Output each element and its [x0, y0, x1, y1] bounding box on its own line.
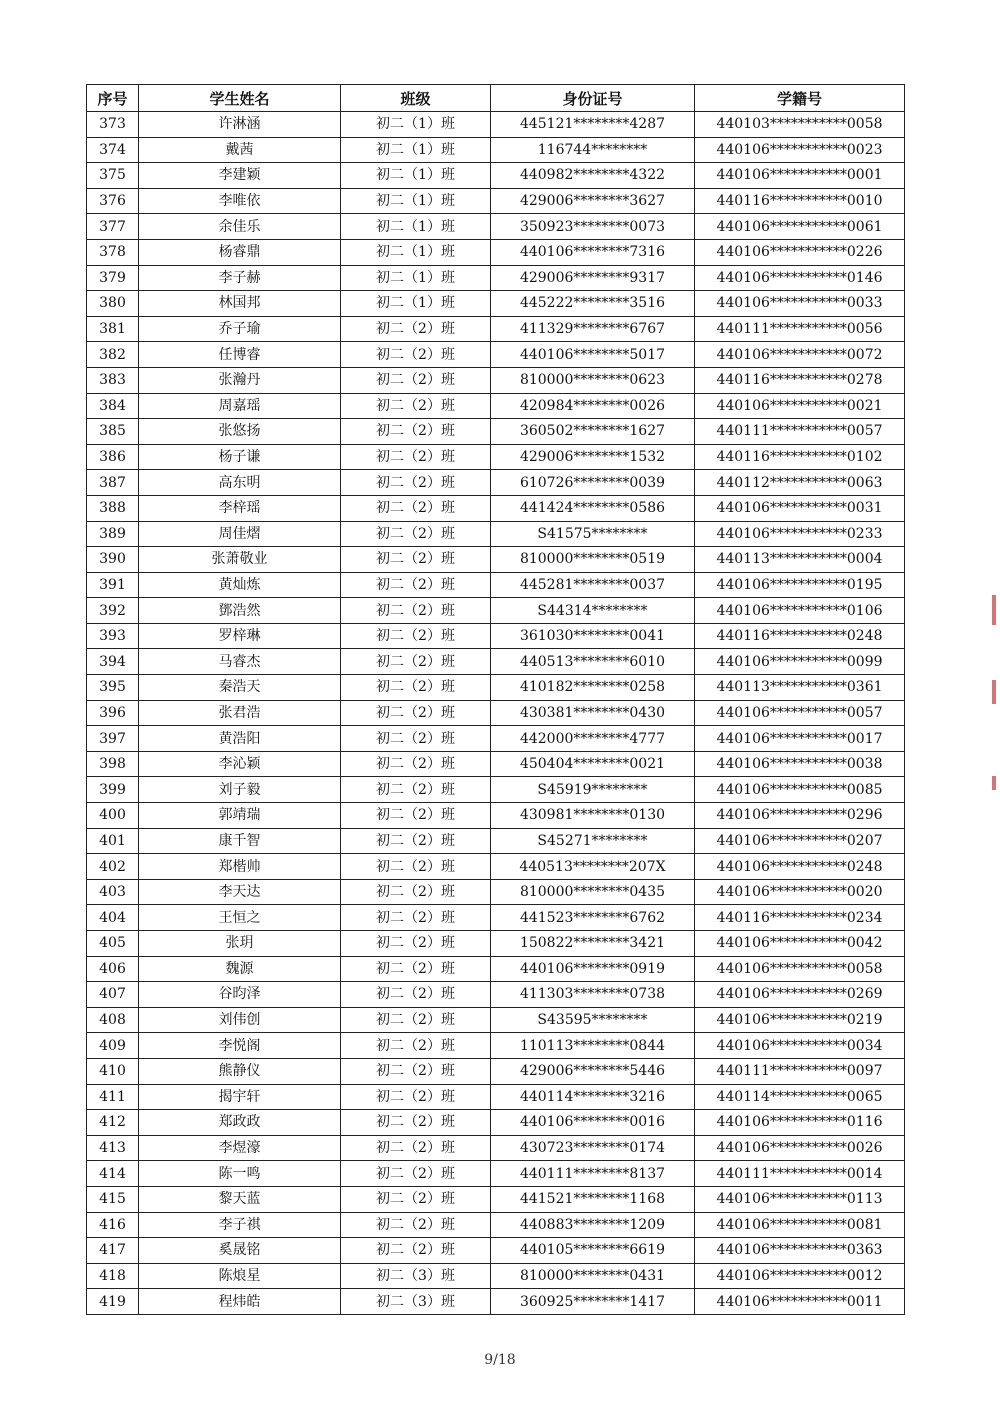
cell-id-number: 445281********0037 — [491, 572, 695, 598]
cell-id-number: 440105********6619 — [491, 1238, 695, 1264]
cell-id-number: 430981********0130 — [491, 803, 695, 829]
cell-registration-number: 440114***********0065 — [695, 1084, 905, 1110]
cell-class: 初二（2）班 — [341, 572, 491, 598]
table-row — [87, 137, 905, 163]
cell-registration-number: 440106***********0226 — [695, 239, 905, 265]
cell-serial-number: 411 — [87, 1084, 139, 1110]
cell-class: 初二（3）班 — [341, 1263, 491, 1289]
cell-registration-number: 440106***********0195 — [695, 572, 905, 598]
table-row — [87, 777, 905, 803]
cell-registration-number: 440106***********0207 — [695, 828, 905, 854]
cell-id-number: 116744******** — [491, 137, 695, 163]
cell-student-name: 李唯依 — [139, 188, 341, 214]
cell-serial-number: 397 — [87, 726, 139, 752]
cell-registration-number: 440106***********0034 — [695, 1033, 905, 1059]
cell-class: 初二（2）班 — [341, 1212, 491, 1238]
student-roster-table — [86, 84, 905, 1315]
table-row — [87, 1186, 905, 1212]
cell-registration-number: 440111***********0014 — [695, 1161, 905, 1187]
table-row — [87, 547, 905, 573]
header-serial-number: 序号 — [87, 85, 139, 112]
table-row — [87, 1033, 905, 1059]
cell-student-name: 李煜濠 — [139, 1135, 341, 1161]
table-row — [87, 572, 905, 598]
table-row — [87, 393, 905, 419]
header-id-number: 身份证号 — [491, 85, 695, 112]
cell-student-name: 黎天蓝 — [139, 1186, 341, 1212]
cell-student-name: 熊静仪 — [139, 1058, 341, 1084]
cell-id-number: 440513********207X — [491, 854, 695, 880]
cell-serial-number: 377 — [87, 214, 139, 240]
cell-class: 初二（2）班 — [341, 777, 491, 803]
cell-class: 初二（2）班 — [341, 342, 491, 368]
cell-student-name: 郑政政 — [139, 1110, 341, 1136]
cell-class: 初二（1）班 — [341, 214, 491, 240]
cell-serial-number: 407 — [87, 982, 139, 1008]
cell-id-number: 441523********6762 — [491, 905, 695, 931]
cell-serial-number: 389 — [87, 521, 139, 547]
table-row — [87, 905, 905, 931]
table-body — [87, 112, 905, 1315]
table-row — [87, 803, 905, 829]
cell-class: 初二（1）班 — [341, 188, 491, 214]
table-row — [87, 495, 905, 521]
table-row — [87, 521, 905, 547]
table-row — [87, 214, 905, 240]
header-class: 班级 — [341, 85, 491, 112]
table-row — [87, 419, 905, 445]
table-row — [87, 444, 905, 470]
cell-student-name: 许淋涵 — [139, 112, 341, 138]
cell-student-name: 李子祺 — [139, 1212, 341, 1238]
cell-registration-number: 440106***********0085 — [695, 777, 905, 803]
cell-registration-number: 440106***********0248 — [695, 854, 905, 880]
cell-student-name: 张萧敬业 — [139, 547, 341, 573]
cell-student-name: 张悠扬 — [139, 419, 341, 445]
cell-class: 初二（2）班 — [341, 956, 491, 982]
cell-student-name: 李悦阁 — [139, 1033, 341, 1059]
cell-id-number: 429006********3627 — [491, 188, 695, 214]
cell-registration-number: 440106***********0081 — [695, 1212, 905, 1238]
cell-student-name: 黄灿炼 — [139, 572, 341, 598]
cell-serial-number: 412 — [87, 1110, 139, 1136]
table-row — [87, 751, 905, 777]
cell-class: 初二（2）班 — [341, 1186, 491, 1212]
cell-id-number: 411303********0738 — [491, 982, 695, 1008]
table-row — [87, 982, 905, 1008]
cell-id-number: 810000********0431 — [491, 1263, 695, 1289]
cell-id-number: 440111********8137 — [491, 1161, 695, 1187]
cell-serial-number: 398 — [87, 751, 139, 777]
cell-class: 初二（2）班 — [341, 649, 491, 675]
cell-registration-number: 440106***********0021 — [695, 393, 905, 419]
cell-student-name: 李沁颖 — [139, 751, 341, 777]
cell-registration-number: 440113***********0004 — [695, 547, 905, 573]
cell-serial-number: 417 — [87, 1238, 139, 1264]
cell-serial-number: 394 — [87, 649, 139, 675]
cell-serial-number: 402 — [87, 854, 139, 880]
cell-student-name: 李天达 — [139, 879, 341, 905]
cell-serial-number: 405 — [87, 931, 139, 957]
cell-id-number: 360925********1417 — [491, 1289, 695, 1315]
cell-registration-number: 440106***********0042 — [695, 931, 905, 957]
cell-student-name: 乔子瑜 — [139, 316, 341, 342]
cell-student-name: 高东明 — [139, 470, 341, 496]
cell-student-name: 张瀚丹 — [139, 367, 341, 393]
cell-id-number: 440106********5017 — [491, 342, 695, 368]
table-row — [87, 1161, 905, 1187]
cell-id-number: 610726********0039 — [491, 470, 695, 496]
cell-student-name: 程炜皓 — [139, 1289, 341, 1315]
cell-class: 初二（2）班 — [341, 1007, 491, 1033]
cell-student-name: 李子赫 — [139, 265, 341, 291]
cell-serial-number: 403 — [87, 879, 139, 905]
table-row — [87, 470, 905, 496]
cell-registration-number: 440106***********0219 — [695, 1007, 905, 1033]
table-row — [87, 291, 905, 317]
cell-id-number: 430381********0430 — [491, 700, 695, 726]
cell-registration-number: 440106***********0116 — [695, 1110, 905, 1136]
cell-class: 初二（2）班 — [341, 726, 491, 752]
table-row — [87, 1263, 905, 1289]
cell-registration-number: 440106***********0099 — [695, 649, 905, 675]
cell-student-name: 张君浩 — [139, 700, 341, 726]
cell-serial-number: 393 — [87, 623, 139, 649]
cell-class: 初二（2）班 — [341, 1135, 491, 1161]
cell-registration-number: 440106***********0146 — [695, 265, 905, 291]
cell-id-number: 429006********5446 — [491, 1058, 695, 1084]
table-row — [87, 828, 905, 854]
cell-registration-number: 440106***********0363 — [695, 1238, 905, 1264]
cell-registration-number: 440106***********0061 — [695, 214, 905, 240]
cell-registration-number: 440103***********0058 — [695, 112, 905, 138]
cell-id-number: 445121********4287 — [491, 112, 695, 138]
cell-id-number: S41575******** — [491, 521, 695, 547]
cell-serial-number: 373 — [87, 112, 139, 138]
cell-class: 初二（2）班 — [341, 700, 491, 726]
cell-serial-number: 378 — [87, 239, 139, 265]
cell-class: 初二（2）班 — [341, 1161, 491, 1187]
cell-id-number: 411329********6767 — [491, 316, 695, 342]
cell-class: 初二（2）班 — [341, 521, 491, 547]
cell-id-number: 441521********1168 — [491, 1186, 695, 1212]
cell-class: 初二（1）班 — [341, 291, 491, 317]
cell-serial-number: 376 — [87, 188, 139, 214]
cell-id-number: 445222********3516 — [491, 291, 695, 317]
cell-serial-number: 401 — [87, 828, 139, 854]
cell-serial-number: 374 — [87, 137, 139, 163]
cell-registration-number: 440116***********0278 — [695, 367, 905, 393]
cell-registration-number: 440106***********0113 — [695, 1186, 905, 1212]
cell-student-name: 陈一鸣 — [139, 1161, 341, 1187]
table-row — [87, 956, 905, 982]
table-row — [87, 316, 905, 342]
table-row — [87, 342, 905, 368]
cell-registration-number: 440116***********0248 — [695, 623, 905, 649]
cell-registration-number: 440111***********0097 — [695, 1058, 905, 1084]
cell-registration-number: 440106***********0033 — [695, 291, 905, 317]
cell-serial-number: 418 — [87, 1263, 139, 1289]
cell-serial-number: 390 — [87, 547, 139, 573]
table-row — [87, 1110, 905, 1136]
table-row — [87, 675, 905, 701]
table-row — [87, 649, 905, 675]
cell-student-name: 王恒之 — [139, 905, 341, 931]
cell-student-name: 鄧浩然 — [139, 598, 341, 624]
header-registration-number: 学籍号 — [695, 85, 905, 112]
cell-registration-number: 440106***********0072 — [695, 342, 905, 368]
cell-id-number: 430723********0174 — [491, 1135, 695, 1161]
cell-serial-number: 408 — [87, 1007, 139, 1033]
cell-id-number: S45271******** — [491, 828, 695, 854]
cell-class: 初二（2）班 — [341, 879, 491, 905]
cell-registration-number: 440106***********0023 — [695, 137, 905, 163]
cell-serial-number: 404 — [87, 905, 139, 931]
cell-student-name: 杨子谦 — [139, 444, 341, 470]
cell-id-number: 441424********0586 — [491, 495, 695, 521]
table-row — [87, 367, 905, 393]
cell-id-number: 440106********0919 — [491, 956, 695, 982]
cell-id-number: 440883********1209 — [491, 1212, 695, 1238]
cell-student-name: 陈烺星 — [139, 1263, 341, 1289]
cell-id-number: 361030********0041 — [491, 623, 695, 649]
cell-student-name: 李梓瑶 — [139, 495, 341, 521]
edge-stamp-mark — [992, 776, 996, 790]
cell-serial-number: 383 — [87, 367, 139, 393]
table-row — [87, 163, 905, 189]
cell-class: 初二（2）班 — [341, 316, 491, 342]
cell-student-name: 周嘉瑶 — [139, 393, 341, 419]
cell-registration-number: 440106***********0001 — [695, 163, 905, 189]
table-row — [87, 1212, 905, 1238]
cell-serial-number: 395 — [87, 675, 139, 701]
cell-class: 初二（2）班 — [341, 905, 491, 931]
cell-id-number: 360502********1627 — [491, 419, 695, 445]
cell-student-name: 郭靖瑞 — [139, 803, 341, 829]
cell-serial-number: 386 — [87, 444, 139, 470]
cell-registration-number: 440106***********0269 — [695, 982, 905, 1008]
cell-class: 初二（2）班 — [341, 982, 491, 1008]
cell-serial-number: 379 — [87, 265, 139, 291]
edge-stamp-mark — [992, 595, 996, 625]
table-row — [87, 239, 905, 265]
table-row — [87, 854, 905, 880]
cell-id-number: 810000********0435 — [491, 879, 695, 905]
cell-student-name: 刘伟创 — [139, 1007, 341, 1033]
cell-registration-number: 440116***********0010 — [695, 188, 905, 214]
cell-registration-number: 440106***********0296 — [695, 803, 905, 829]
cell-class: 初二（2）班 — [341, 495, 491, 521]
cell-serial-number: 382 — [87, 342, 139, 368]
cell-student-name: 秦浩天 — [139, 675, 341, 701]
cell-serial-number: 400 — [87, 803, 139, 829]
cell-registration-number: 440106***********0020 — [695, 879, 905, 905]
cell-serial-number: 385 — [87, 419, 139, 445]
table-row — [87, 726, 905, 752]
cell-id-number: S45919******** — [491, 777, 695, 803]
cell-class: 初二（2）班 — [341, 1033, 491, 1059]
page-number: 9/18 — [484, 1352, 516, 1368]
cell-registration-number: 440116***********0234 — [695, 905, 905, 931]
cell-id-number: 429006********9317 — [491, 265, 695, 291]
cell-registration-number: 440106***********0057 — [695, 700, 905, 726]
cell-student-name: 黄浩阳 — [139, 726, 341, 752]
cell-student-name: 康千智 — [139, 828, 341, 854]
cell-class: 初二（1）班 — [341, 112, 491, 138]
cell-student-name: 李建颖 — [139, 163, 341, 189]
table-row — [87, 700, 905, 726]
cell-class: 初二（2）班 — [341, 470, 491, 496]
cell-class: 初二（1）班 — [341, 239, 491, 265]
cell-id-number: 440106********0016 — [491, 1110, 695, 1136]
cell-class: 初二（2）班 — [341, 393, 491, 419]
cell-registration-number: 440112***********0063 — [695, 470, 905, 496]
cell-class: 初二（2）班 — [341, 444, 491, 470]
cell-id-number: 440114********3216 — [491, 1084, 695, 1110]
cell-id-number: 110113********0844 — [491, 1033, 695, 1059]
cell-registration-number: 440113***********0361 — [695, 675, 905, 701]
cell-student-name: 戴茜 — [139, 137, 341, 163]
cell-serial-number: 381 — [87, 316, 139, 342]
cell-student-name: 谷昀泽 — [139, 982, 341, 1008]
table-row — [87, 112, 905, 138]
table-row — [87, 879, 905, 905]
table-row — [87, 265, 905, 291]
cell-class: 初二（1）班 — [341, 265, 491, 291]
cell-serial-number: 414 — [87, 1161, 139, 1187]
cell-class: 初二（2）班 — [341, 931, 491, 957]
cell-class: 初二（2）班 — [341, 675, 491, 701]
cell-id-number: S43595******** — [491, 1007, 695, 1033]
cell-class: 初二（2）班 — [341, 547, 491, 573]
cell-class: 初二（2）班 — [341, 598, 491, 624]
cell-registration-number: 440106***********0031 — [695, 495, 905, 521]
cell-id-number: 440982********4322 — [491, 163, 695, 189]
cell-class: 初二（3）班 — [341, 1289, 491, 1315]
table-row — [87, 1238, 905, 1264]
cell-class: 初二（2）班 — [341, 1110, 491, 1136]
cell-class: 初二（2）班 — [341, 419, 491, 445]
cell-serial-number: 396 — [87, 700, 139, 726]
cell-registration-number: 440106***********0106 — [695, 598, 905, 624]
cell-registration-number: 440106***********0233 — [695, 521, 905, 547]
cell-class: 初二（1）班 — [341, 137, 491, 163]
cell-serial-number: 410 — [87, 1058, 139, 1084]
cell-registration-number: 440106***********0058 — [695, 956, 905, 982]
cell-student-name: 郑楷帅 — [139, 854, 341, 880]
table-row — [87, 1289, 905, 1315]
cell-id-number: 440106********7316 — [491, 239, 695, 265]
cell-serial-number: 392 — [87, 598, 139, 624]
table-row — [87, 1084, 905, 1110]
cell-id-number: 350923********0073 — [491, 214, 695, 240]
cell-student-name: 魏源 — [139, 956, 341, 982]
cell-serial-number: 416 — [87, 1212, 139, 1238]
cell-student-name: 张玥 — [139, 931, 341, 957]
roster-sheet — [86, 84, 904, 1315]
cell-serial-number: 391 — [87, 572, 139, 598]
header-student-name: 学生姓名 — [139, 85, 341, 112]
cell-student-name: 马睿杰 — [139, 649, 341, 675]
cell-id-number: 429006********1532 — [491, 444, 695, 470]
cell-id-number: 410182********0258 — [491, 675, 695, 701]
cell-id-number: 420984********0026 — [491, 393, 695, 419]
cell-id-number: S44314******** — [491, 598, 695, 624]
cell-class: 初二（2）班 — [341, 1238, 491, 1264]
cell-class: 初二（2）班 — [341, 803, 491, 829]
cell-serial-number: 399 — [87, 777, 139, 803]
cell-serial-number: 387 — [87, 470, 139, 496]
cell-registration-number: 440116***********0102 — [695, 444, 905, 470]
cell-student-name: 奚晟铭 — [139, 1238, 341, 1264]
edge-stamp-mark — [992, 680, 996, 704]
table-row — [87, 1058, 905, 1084]
cell-student-name: 刘子毅 — [139, 777, 341, 803]
cell-id-number: 810000********0623 — [491, 367, 695, 393]
cell-serial-number: 388 — [87, 495, 139, 521]
cell-student-name: 杨睿鼎 — [139, 239, 341, 265]
cell-registration-number: 440111***********0057 — [695, 419, 905, 445]
cell-id-number: 810000********0519 — [491, 547, 695, 573]
table-row — [87, 598, 905, 624]
cell-id-number: 150822********3421 — [491, 931, 695, 957]
cell-class: 初二（2）班 — [341, 854, 491, 880]
cell-serial-number: 375 — [87, 163, 139, 189]
cell-registration-number: 440106***********0011 — [695, 1289, 905, 1315]
cell-registration-number: 440106***********0038 — [695, 751, 905, 777]
cell-serial-number: 413 — [87, 1135, 139, 1161]
cell-student-name: 揭宇轩 — [139, 1084, 341, 1110]
cell-class: 初二（2）班 — [341, 1058, 491, 1084]
cell-serial-number: 419 — [87, 1289, 139, 1315]
table-row — [87, 623, 905, 649]
cell-class: 初二（2）班 — [341, 751, 491, 777]
cell-id-number: 450404********0021 — [491, 751, 695, 777]
cell-class: 初二（1）班 — [341, 163, 491, 189]
cell-serial-number: 384 — [87, 393, 139, 419]
cell-serial-number: 380 — [87, 291, 139, 317]
table-row — [87, 931, 905, 957]
cell-student-name: 罗梓琳 — [139, 623, 341, 649]
cell-class: 初二（2）班 — [341, 623, 491, 649]
cell-id-number: 442000********4777 — [491, 726, 695, 752]
cell-registration-number: 440111***********0056 — [695, 316, 905, 342]
cell-student-name: 周佳熠 — [139, 521, 341, 547]
cell-serial-number: 409 — [87, 1033, 139, 1059]
table-header-row — [87, 85, 905, 112]
table-row — [87, 1135, 905, 1161]
cell-id-number: 440513********6010 — [491, 649, 695, 675]
cell-student-name: 任博睿 — [139, 342, 341, 368]
cell-registration-number: 440106***********0017 — [695, 726, 905, 752]
cell-registration-number: 440106***********0012 — [695, 1263, 905, 1289]
cell-class: 初二（2）班 — [341, 828, 491, 854]
cell-serial-number: 415 — [87, 1186, 139, 1212]
cell-class: 初二（2）班 — [341, 367, 491, 393]
cell-serial-number: 406 — [87, 956, 139, 982]
table-row — [87, 188, 905, 214]
cell-student-name: 林国邦 — [139, 291, 341, 317]
cell-student-name: 余佳乐 — [139, 214, 341, 240]
cell-class: 初二（2）班 — [341, 1084, 491, 1110]
cell-registration-number: 440106***********0026 — [695, 1135, 905, 1161]
table-row — [87, 1007, 905, 1033]
